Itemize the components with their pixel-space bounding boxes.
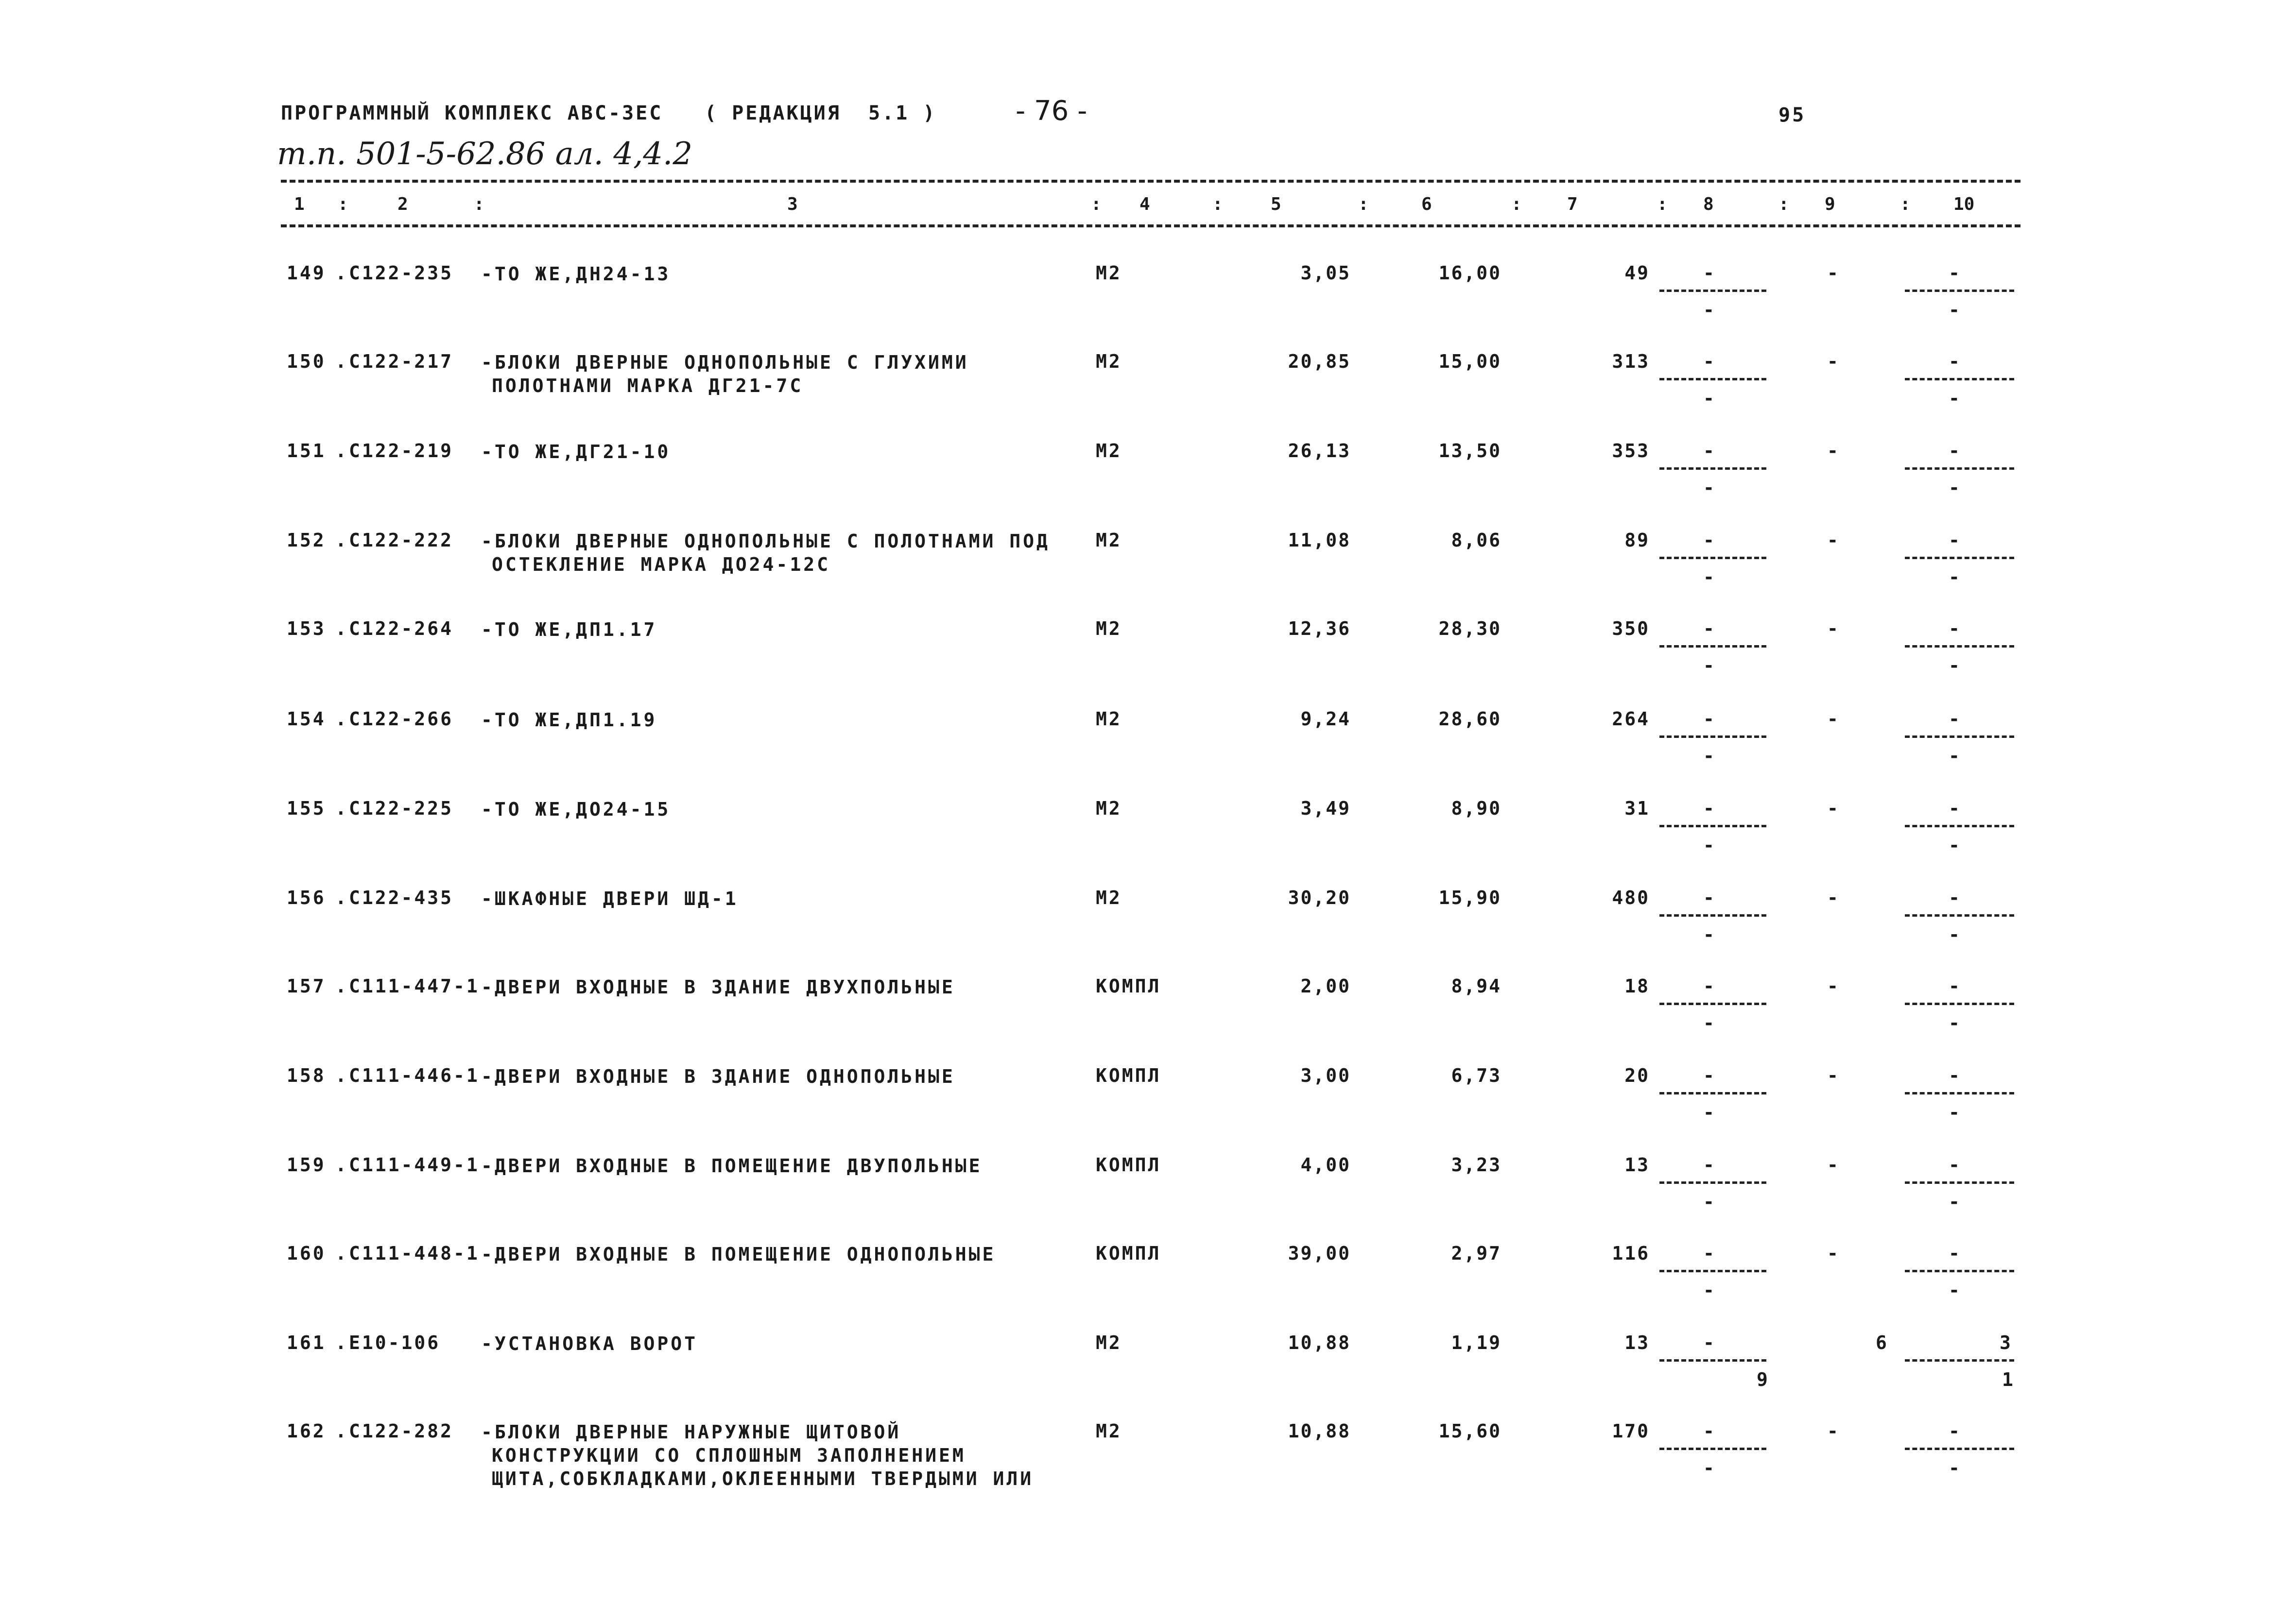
col10-top: - [1949,1243,1960,1264]
row-dot: . [335,440,348,461]
col9-value: - [1827,440,1838,461]
row-description: ЩИТА,СОБКЛАДКАМИ,ОКЛЕЕННЫМИ ТВЕРДЫМИ ИЛИ [492,1468,1034,1489]
col8-fraction-line [1659,1003,1766,1005]
col10-bottom: - [1949,924,1960,945]
row-description: -ТО ЖЕ,ДП1.19 [481,709,657,731]
col10-top: - [1949,262,1960,284]
row-quantity: 3,49 [1300,798,1351,819]
row-code: С122-264 [349,618,454,639]
row-quantity: 3,00 [1300,1065,1351,1086]
row-total: 49 [1624,262,1650,284]
row-number: 149 [287,262,326,284]
row-total: 170 [1612,1420,1650,1442]
row-number: 158 [287,1065,326,1086]
row-description: -ДВЕРИ ВХОДНЫЕ В ПОМЕЩЕНИЕ ОДНОПОЛЬНЫЕ [481,1244,996,1265]
column-separator: : [1511,194,1522,214]
col10-top: - [1949,975,1960,997]
col8-fraction-line [1659,557,1766,559]
row-code: С111-448-1 [349,1243,480,1264]
row-quantity: 20,85 [1288,351,1351,372]
row-number: 156 [287,887,326,908]
row-unit: М2 [1096,708,1122,730]
col9-value: - [1827,798,1838,819]
row-dot: . [335,262,348,284]
row-code: С111-449-1 [349,1154,480,1176]
col8-top: - [1703,440,1714,461]
column-separator: : [474,194,484,214]
col8-top: - [1703,1065,1714,1086]
row-unit-price: 6,73 [1451,1065,1502,1086]
row-unit: М2 [1096,440,1122,461]
col8-fraction-line [1659,467,1766,470]
col9-value: - [1827,351,1838,372]
column-separator: : [1657,194,1668,214]
row-dot: . [335,618,348,639]
column-header-7: 7 [1567,194,1578,214]
row-dot: . [335,1243,348,1264]
row-dot: . [335,1154,348,1176]
row-unit-price: 2,97 [1451,1243,1502,1264]
row-code: С122-219 [349,440,454,461]
row-description: -ДВЕРИ ВХОДНЫЕ В ЗДАНИЕ ДВУХПОЛЬНЫЕ [481,976,955,998]
col8-bottom: 9 [1757,1369,1768,1390]
column-header-6: 6 [1421,194,1432,214]
column-header-4: 4 [1139,194,1150,214]
row-number: 159 [287,1154,326,1176]
row-description: -ДВЕРИ ВХОДНЫЕ В ЗДАНИЕ ОДНОПОЛЬНЫЕ [481,1066,955,1087]
col9-value: - [1827,887,1838,908]
col10-top: - [1949,1065,1960,1086]
table-rule-header [281,224,2020,227]
col10-top: - [1949,1154,1960,1176]
row-quantity: 11,08 [1288,530,1351,551]
row-number: 160 [287,1243,326,1264]
col8-bottom: - [1703,1191,1714,1213]
row-unit-price: 8,90 [1451,798,1502,819]
col10-fraction-line [1905,1448,2014,1450]
col10-fraction-line [1905,1092,2014,1094]
row-unit-price: 1,19 [1451,1332,1502,1353]
column-separator: : [1358,194,1369,214]
row-description: -УСТАНОВКА ВОРОТ [481,1333,698,1354]
column-separator: : [1212,194,1223,214]
col10-fraction-line [1905,378,2014,380]
row-unit-price: 15,00 [1438,351,1502,372]
col8-top: - [1703,1154,1714,1176]
row-total: 20 [1624,1065,1650,1086]
row-unit: КОМПЛ [1096,1154,1161,1176]
row-number: 152 [287,530,326,551]
col8-top: - [1703,530,1714,551]
row-total: 18 [1624,975,1650,997]
row-total: 480 [1612,887,1650,908]
col10-fraction-line [1905,645,2014,648]
row-total: 31 [1624,798,1650,819]
row-quantity: 39,00 [1288,1243,1351,1264]
row-description: -ДВЕРИ ВХОДНЫЕ В ПОМЕЩЕНИЕ ДВУПОЛЬНЫЕ [481,1155,983,1177]
col8-fraction-line [1659,378,1766,380]
row-unit-price: 28,60 [1438,708,1502,730]
col8-fraction-line [1659,735,1766,738]
row-description: ПОЛОТНАМИ МАРКА ДГ21-7С [492,375,804,396]
row-number: 153 [287,618,326,639]
row-quantity: 2,00 [1300,975,1351,997]
row-number: 155 [287,798,326,819]
col8-top: - [1703,1243,1714,1264]
sheet-number: 95 [1778,104,1806,126]
col10-fraction-line [1905,735,2014,738]
row-unit-price: 8,06 [1451,530,1502,551]
col10-bottom: - [1949,655,1960,676]
col10-top: - [1949,530,1960,551]
col8-fraction-line [1659,1092,1766,1094]
row-description: ОСТЕКЛЕНИЕ МАРКА ДО24-12С [492,554,830,575]
col8-fraction-line [1659,1448,1766,1450]
column-separator: : [1900,194,1911,214]
row-unit-price: 28,30 [1438,618,1502,639]
col9-value: - [1827,708,1838,730]
column-header-1: 1 [294,194,305,214]
col8-fraction-line [1659,1270,1766,1272]
row-quantity: 26,13 [1288,440,1351,461]
row-dot: . [335,798,348,819]
col9-value: - [1827,1065,1838,1086]
row-total: 313 [1612,351,1650,372]
col10-bottom: - [1949,1102,1960,1123]
row-dot: . [335,1332,348,1353]
row-code: С122-266 [349,708,454,730]
col10-fraction-line [1905,825,2014,827]
program-title: ПРОГРАММНЫЙ КОМПЛЕКС АВС-3ЕС [281,102,663,124]
col8-top: - [1703,1332,1714,1353]
row-quantity: 9,24 [1300,708,1351,730]
row-unit: М2 [1096,1332,1122,1353]
col10-bottom: - [1949,299,1960,321]
row-code: С111-447-1 [349,975,480,997]
col8-fraction-line [1659,290,1766,292]
row-quantity: 10,88 [1288,1332,1351,1353]
col8-fraction-line [1659,1359,1766,1362]
col8-top: - [1703,262,1714,284]
col10-top: - [1949,798,1960,819]
row-total: 13 [1624,1154,1650,1176]
column-header-5: 5 [1271,194,1281,214]
col10-bottom: - [1949,1457,1960,1479]
row-description: -ТО ЖЕ,ДП1.17 [481,619,657,640]
col10-bottom: - [1949,566,1960,588]
col8-bottom: - [1703,1457,1714,1479]
row-total: 350 [1612,618,1650,639]
col10-bottom: - [1949,835,1960,856]
row-code: С122-217 [349,351,454,372]
column-header-2: 2 [397,194,408,214]
row-description: -ТО ЖЕ,ДГ21-10 [481,441,671,462]
row-quantity: 4,00 [1300,1154,1351,1176]
row-description: -ШКАФНЫЕ ДВЕРИ ШД-1 [481,888,739,909]
col8-bottom: - [1703,299,1714,321]
col9-value: - [1827,975,1838,997]
row-code: С122-435 [349,887,454,908]
col10-fraction-line [1905,1181,2014,1184]
col9-value: 6 [1876,1332,1887,1353]
col10-top: - [1949,1420,1960,1442]
row-number: 150 [287,351,326,372]
col8-fraction-line [1659,914,1766,917]
col8-bottom: - [1703,566,1714,588]
col8-bottom: - [1703,1012,1714,1034]
row-number: 154 [287,708,326,730]
col10-bottom: - [1949,1012,1960,1034]
col8-bottom: - [1703,745,1714,767]
row-number: 151 [287,440,326,461]
row-code: С122-235 [349,262,454,284]
col10-top: - [1949,440,1960,461]
row-description: -БЛОКИ ДВЕРНЫЕ ОДНОПОЛЬНЫЕ С ПОЛОТНАМИ ПОД [481,530,1050,552]
col10-fraction-line [1905,557,2014,559]
col8-top: - [1703,618,1714,639]
col8-top: - [1703,351,1714,372]
row-unit-price: 3,23 [1451,1154,1502,1176]
col10-bottom: - [1949,745,1960,767]
col10-bottom: - [1949,1280,1960,1301]
col10-top: - [1949,351,1960,372]
row-code: С111-446-1 [349,1065,480,1086]
col8-bottom: - [1703,1102,1714,1123]
row-dot: . [335,708,348,730]
row-unit-price: 13,50 [1438,440,1502,461]
col8-top: - [1703,975,1714,997]
row-dot: . [335,1065,348,1086]
row-unit: М2 [1096,1420,1122,1442]
col10-bottom: 1 [2002,1369,2013,1390]
row-unit: М2 [1096,351,1122,372]
col10-top: - [1949,618,1960,639]
row-unit: М2 [1096,262,1122,284]
table-rule-top [281,180,2020,183]
col8-bottom: - [1703,388,1714,409]
col8-top: - [1703,1420,1714,1442]
col8-top: - [1703,798,1714,819]
row-dot: . [335,530,348,551]
row-total: 353 [1612,440,1650,461]
col10-fraction-line [1905,290,2014,292]
column-separator: : [1778,194,1789,214]
row-unit-price: 16,00 [1438,262,1502,284]
column-header-10: 10 [1953,194,1975,214]
col10-top: - [1949,708,1960,730]
col8-bottom: - [1703,1280,1714,1301]
column-header-8: 8 [1703,194,1714,214]
row-unit: КОМПЛ [1096,1243,1161,1264]
col10-bottom: - [1949,1191,1960,1213]
column-separator: : [338,194,348,214]
row-code: С122-222 [349,530,454,551]
col10-fraction-line [1905,1003,2014,1005]
col9-value: - [1827,618,1838,639]
row-unit: М2 [1096,618,1122,639]
col8-bottom: - [1703,477,1714,498]
row-description: -БЛОКИ ДВЕРНЫЕ НАРУЖНЫЕ ЩИТОВОЙ [481,1421,901,1443]
col10-fraction-line [1905,1270,2014,1272]
row-unit: М2 [1096,530,1122,551]
col9-value: - [1827,530,1838,551]
column-header-9: 9 [1825,194,1835,214]
row-quantity: 3,05 [1300,262,1351,284]
col8-fraction-line [1659,1181,1766,1184]
col8-top: - [1703,708,1714,730]
column-separator: : [1091,194,1102,214]
col10-bottom: - [1949,477,1960,498]
col8-bottom: - [1703,655,1714,676]
row-total: 264 [1612,708,1650,730]
row-description: КОНСТРУКЦИИ СО СПЛОШНЫМ ЗАПОЛНЕНИЕМ [492,1445,966,1466]
col10-fraction-line [1905,467,2014,470]
row-dot: . [335,975,348,997]
row-quantity: 12,36 [1288,618,1351,639]
edition-label: ( РЕДАКЦИЯ 5.1 ) [705,102,937,124]
row-dot: . [335,887,348,908]
row-code: С122-225 [349,798,454,819]
col9-value: - [1827,1243,1838,1264]
row-number: 157 [287,975,326,997]
row-dot: . [335,351,348,372]
row-description: -ТО ЖЕ,ДН24-13 [481,263,671,285]
row-unit-price: 15,60 [1438,1420,1502,1442]
row-dot: . [335,1420,348,1442]
col8-bottom: - [1703,835,1714,856]
col10-top: - [1949,887,1960,908]
page-number: - 76 - [1016,95,1088,127]
row-unit-price: 15,90 [1438,887,1502,908]
col8-fraction-line [1659,825,1766,827]
handwritten-note: т.п. 501-5-62.86 ал. 4,4.2 [277,136,693,172]
row-quantity: 10,88 [1288,1420,1351,1442]
column-header-3: 3 [787,194,798,214]
row-unit: М2 [1096,887,1122,908]
col8-bottom: - [1703,924,1714,945]
col10-fraction-line [1905,914,2014,917]
col10-fraction-line [1905,1359,2014,1362]
row-unit-price: 8,94 [1451,975,1502,997]
row-total: 13 [1624,1332,1650,1353]
col9-value: - [1827,1420,1838,1442]
row-code: С122-282 [349,1420,454,1442]
col8-fraction-line [1659,645,1766,648]
row-unit: КОМПЛ [1096,975,1161,997]
col9-value: - [1827,262,1838,284]
row-number: 162 [287,1420,326,1442]
row-description: -ТО ЖЕ,ДО24-15 [481,799,671,820]
row-code: Е10-106 [349,1332,441,1353]
col8-top: - [1703,887,1714,908]
row-quantity: 30,20 [1288,887,1351,908]
row-description: -БЛОКИ ДВЕРНЫЕ ОДНОПОЛЬНЫЕ С ГЛУХИМИ [481,352,969,373]
row-unit: КОМПЛ [1096,1065,1161,1086]
row-total: 116 [1612,1243,1650,1264]
col10-top: 3 [2000,1332,2011,1353]
row-unit: М2 [1096,798,1122,819]
col9-value: - [1827,1154,1838,1176]
col10-bottom: - [1949,388,1960,409]
row-number: 161 [287,1332,326,1353]
row-total: 89 [1624,530,1650,551]
